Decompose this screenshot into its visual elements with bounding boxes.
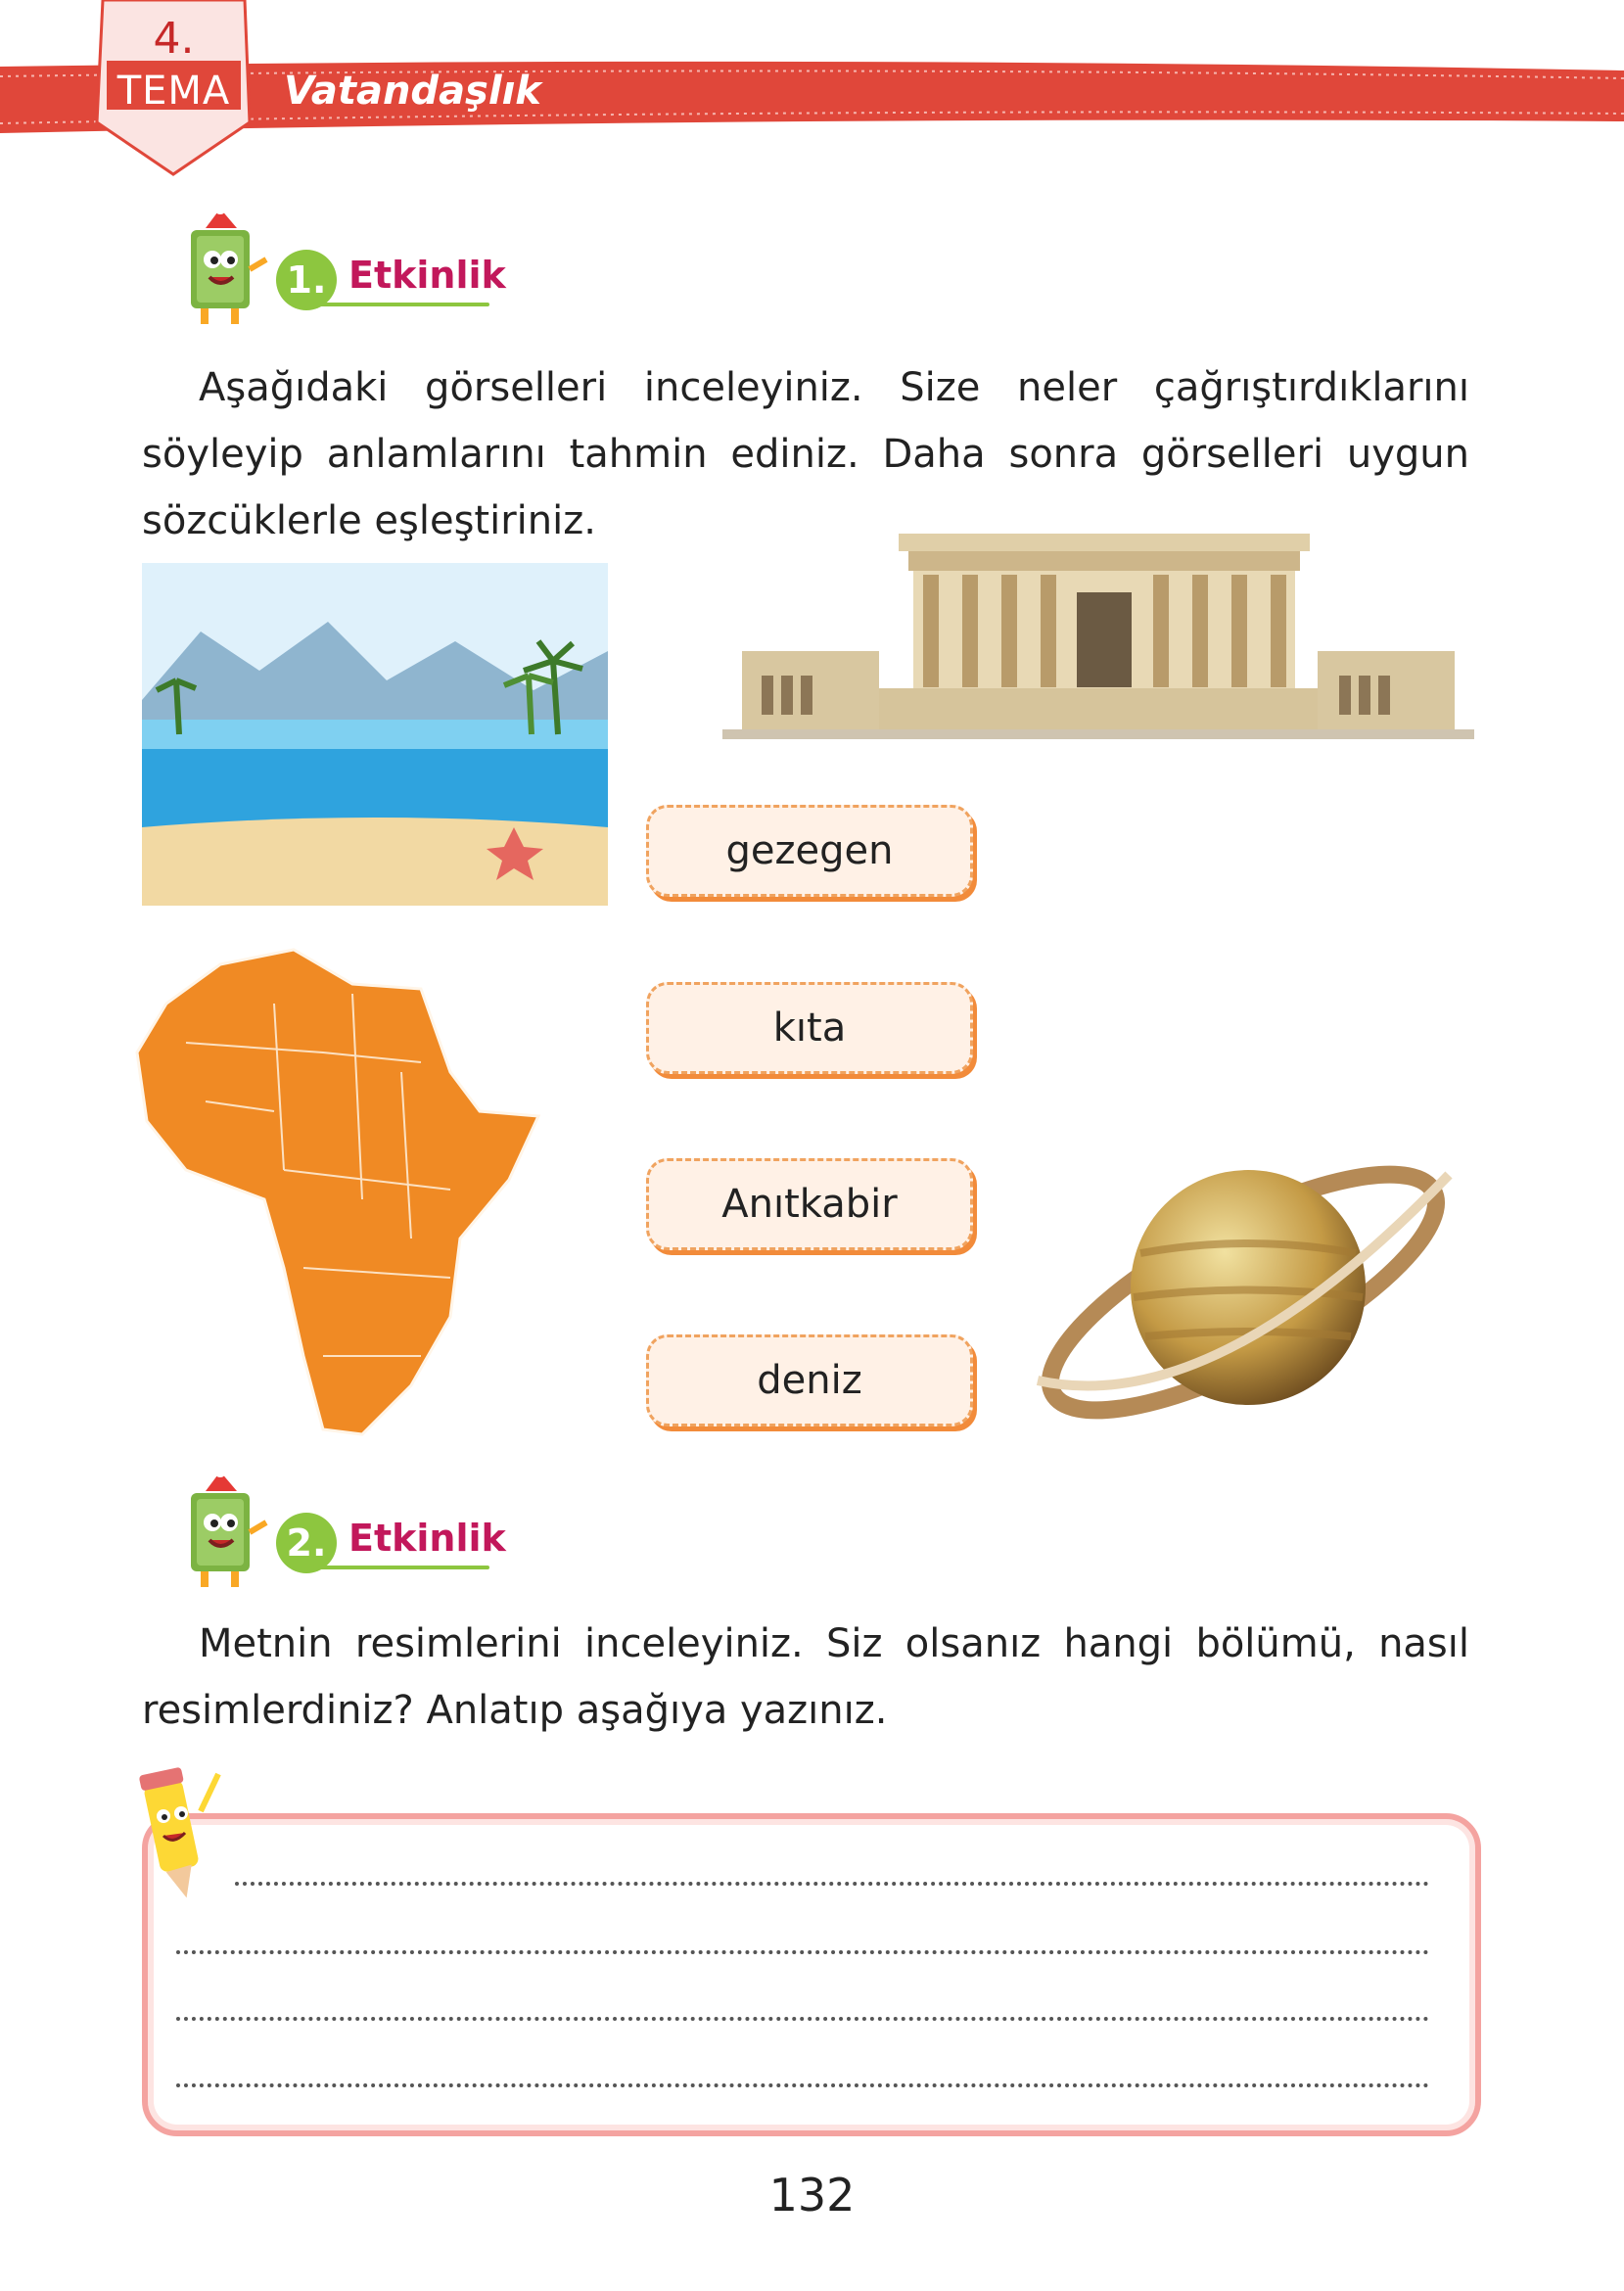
theme-title: Vatandaşlık [284, 69, 541, 114]
word-box-kita[interactable]: kıta [646, 982, 973, 1074]
theme-word: TEMA [116, 69, 231, 114]
page-number: 132 [768, 2169, 856, 2221]
activity1-number: 1. [276, 250, 337, 310]
writing-line-1[interactable] [235, 1882, 1429, 1886]
activity2-label: Etkinlik [348, 1517, 506, 1560]
writing-box [142, 1813, 1481, 2136]
writing-line-3[interactable] [176, 2017, 1429, 2021]
anitkabir-image [722, 534, 1474, 749]
africa-map-image [127, 945, 548, 1444]
saturn-image [1018, 1126, 1468, 1449]
writing-line-2[interactable] [176, 1950, 1429, 1954]
beach-image [142, 563, 608, 906]
theme-number: 4. [153, 14, 195, 64]
word-box-gezegen[interactable]: gezegen [646, 805, 973, 897]
activity1-label: Etkinlik [348, 254, 506, 297]
activity2-underline [313, 1566, 489, 1569]
pencil-mascot-icon [122, 1753, 230, 1899]
activity2-number: 2. [276, 1513, 337, 1573]
activity2-header [166, 1464, 519, 1601]
book-mascot-icon [166, 201, 274, 328]
word-box-deniz[interactable]: deniz [646, 1334, 973, 1426]
word-box-anitkabir[interactable]: Anıtkabir [646, 1158, 973, 1250]
book-mascot-icon [166, 1464, 274, 1591]
activity1-instruction: Aşağıdaki görselleri inceleyiniz. Size neler çağrıştırdıklarını söyleyip anlamlarını tahmin ediniz. Daha sonra görselleri uygun sözcüklerle eşleştiriniz. [142, 365, 1469, 543]
activity1-header [166, 201, 519, 338]
activity2-instruction: Metnin resimlerini inceleyiniz. Siz olsanız hangi bölümü, nasıl resimlerdiniz? Anlatıp aşağıya yazınız. [142, 1621, 1469, 1733]
writing-line-4[interactable] [176, 2083, 1429, 2087]
activity1-underline [313, 303, 489, 306]
